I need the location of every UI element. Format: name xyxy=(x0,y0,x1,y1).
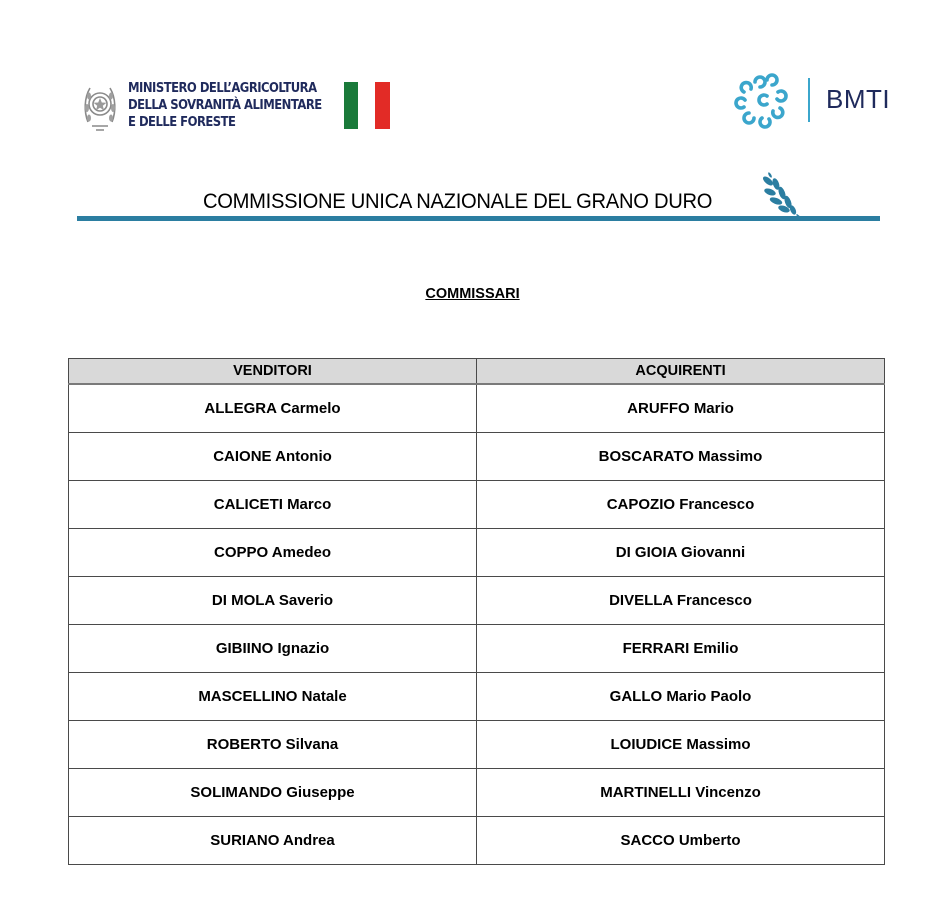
venditore-cell: ALLEGRA Carmelo xyxy=(69,384,477,433)
acquirente-cell: ARUFFO Mario xyxy=(477,384,885,433)
acquirente-cell: FERRARI Emilio xyxy=(477,625,885,673)
venditore-cell: GIBIINO Ignazio xyxy=(69,625,477,673)
venditore-cell: MASCELLINO Natale xyxy=(69,673,477,721)
flag-red-band xyxy=(375,82,390,129)
bmti-label: BMTI xyxy=(826,84,891,114)
ministry-name xyxy=(128,80,322,131)
table-row xyxy=(69,433,885,481)
venditore-cell: DI MOLA Saverio xyxy=(69,577,477,625)
flag-white-band xyxy=(358,82,375,129)
ministry-line-3: E DELLE FORESTE xyxy=(128,114,236,130)
acquirente-cell: SACCO Umberto xyxy=(477,817,885,865)
italian-flag-icon xyxy=(344,82,390,129)
acquirente-cell: DIVELLA Francesco xyxy=(477,577,885,625)
italian-republic-emblem-icon xyxy=(82,78,118,134)
table-row xyxy=(69,481,885,529)
acquirente-cell: GALLO Mario Paolo xyxy=(477,673,885,721)
venditore-cell: ROBERTO Silvana xyxy=(69,721,477,769)
bmti-separator xyxy=(808,78,810,122)
venditore-cell: SURIANO Andrea xyxy=(69,817,477,865)
table-row xyxy=(69,673,885,721)
flag-green-band xyxy=(344,82,358,129)
table-header-row xyxy=(69,359,885,385)
acquirente-cell: BOSCARATO Massimo xyxy=(477,433,885,481)
venditore-cell: CALICETI Marco xyxy=(69,481,477,529)
wheat-ear-icon xyxy=(756,172,806,220)
venditore-cell: SOLIMANDO Giuseppe xyxy=(69,769,477,817)
ministry-line-1: MINISTERO DELL’AGRICOLTURA xyxy=(128,80,317,96)
acquirente-cell: CAPOZIO Francesco xyxy=(477,481,885,529)
table-row xyxy=(69,577,885,625)
table-row xyxy=(69,529,885,577)
section-title: COMMISSARI xyxy=(425,286,520,302)
table-row xyxy=(69,817,885,865)
acquirente-cell: LOIUDICE Massimo xyxy=(477,721,885,769)
table-row xyxy=(69,721,885,769)
table-row xyxy=(69,769,885,817)
column-header-venditori: VENDITORI xyxy=(69,359,477,385)
header-rule xyxy=(77,216,880,221)
commission-title: COMMISSIONE UNICA NAZIONALE DEL GRANO DURO xyxy=(203,190,713,213)
commissari-table xyxy=(68,358,885,865)
bmti-logo-icon xyxy=(733,70,793,130)
ministry-line-2: DELLA SOVRANITÀ ALIMENTARE xyxy=(128,97,322,113)
acquirente-cell: MARTINELLI Vincenzo xyxy=(477,769,885,817)
venditore-cell: CAIONE Antonio xyxy=(69,433,477,481)
table-row xyxy=(69,625,885,673)
venditore-cell: COPPO Amedeo xyxy=(69,529,477,577)
column-header-acquirenti: ACQUIRENTI xyxy=(477,359,885,385)
acquirente-cell: DI GIOIA Giovanni xyxy=(477,529,885,577)
table-row xyxy=(69,384,885,433)
